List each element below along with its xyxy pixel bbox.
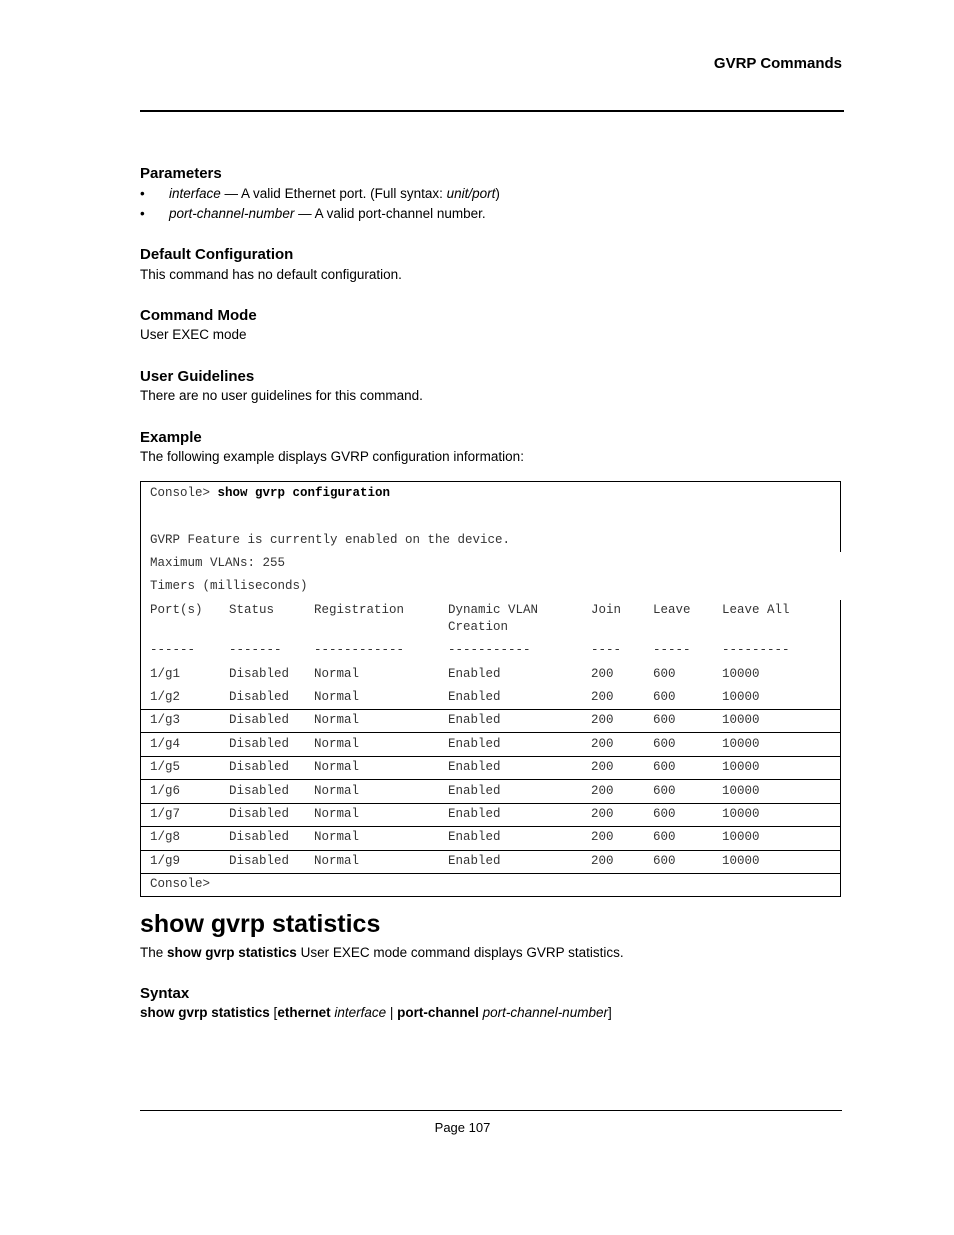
default-config-text: This command has no default configuration. (140, 267, 402, 282)
table-cell: Normal (314, 830, 360, 844)
table-cell: 1/g5 (150, 760, 181, 774)
example-heading: Example (140, 429, 202, 446)
column-header: Port(s) (150, 603, 203, 617)
column-header: Join (591, 603, 622, 617)
column-divider: ------------ (314, 643, 405, 657)
table-cell: Enabled (448, 737, 501, 751)
table-cell: 1/g8 (150, 830, 181, 844)
default-config-heading: Default Configuration (140, 246, 294, 263)
console-end-prompt: Console> (150, 877, 211, 891)
table-cell: 10000 (722, 667, 760, 681)
table-cell: Disabled (229, 713, 290, 727)
column-header: Leave (653, 603, 691, 617)
table-cell: Enabled (448, 667, 501, 681)
console-line: Maximum VLANs: 255 (150, 556, 286, 570)
table-cell: 10000 (722, 713, 760, 727)
table-cell: Enabled (448, 760, 501, 774)
table-cell: 200 (591, 690, 614, 704)
parameters-heading: Parameters (140, 165, 222, 182)
table-row-rule (141, 826, 840, 827)
page-header-title: GVRP Commands (713, 55, 842, 72)
column-divider: ------ (150, 643, 196, 657)
column-header: Leave All (722, 603, 790, 617)
parameter-bullet: • interface — A valid Ethernet port. (Full syntax: unit/port) (140, 186, 500, 201)
table-cell: 1/g1 (150, 667, 181, 681)
table-cell: 10000 (722, 830, 760, 844)
table-cell: 10000 (722, 784, 760, 798)
column-divider: ------- (229, 643, 282, 657)
table-cell: 10000 (722, 854, 760, 868)
column-divider: --------- (722, 643, 790, 657)
table-cell: Disabled (229, 667, 290, 681)
table-cell: Normal (314, 854, 360, 868)
table-cell: 1/g3 (150, 713, 181, 727)
console-line: GVRP Feature is currently enabled on the device. (150, 533, 511, 547)
table-cell: 10000 (722, 690, 760, 704)
table-row-rule (141, 709, 840, 710)
bullet-dot: • (140, 186, 145, 201)
column-header-sub: Creation (448, 620, 509, 634)
command-mode-text: User EXEC mode (140, 327, 247, 342)
column-divider: ----------- (448, 643, 531, 657)
table-cell: 600 (653, 784, 676, 798)
table-cell: 1/g7 (150, 807, 181, 821)
column-header: Registration (314, 603, 405, 617)
table-cell: 200 (591, 807, 614, 821)
table-cell: 10000 (722, 760, 760, 774)
table-cell: Enabled (448, 807, 501, 821)
border-gap (838, 552, 841, 600)
table-cell: 200 (591, 784, 614, 798)
table-cell: Enabled (448, 830, 501, 844)
table-cell: 200 (591, 667, 614, 681)
table-row-rule (141, 850, 840, 851)
table-cell: Normal (314, 807, 360, 821)
syntax-line: show gvrp statistics [ethernet interface | port-channel port-channel-number] (140, 1005, 612, 1020)
table-cell: Disabled (229, 690, 290, 704)
table-row-rule (141, 756, 840, 757)
footer-rule (140, 1110, 842, 1111)
table-row-rule (141, 803, 840, 804)
table-cell: Disabled (229, 784, 290, 798)
table-cell: 1/g4 (150, 737, 181, 751)
table-cell: 600 (653, 737, 676, 751)
table-cell: 600 (653, 667, 676, 681)
table-row-rule (141, 779, 840, 780)
table-cell: Disabled (229, 854, 290, 868)
page-number: Page 107 (434, 1120, 491, 1135)
table-cell: 200 (591, 854, 614, 868)
column-header: Dynamic VLAN (448, 603, 539, 617)
example-text: The following example displays GVRP configuration information: (140, 449, 524, 464)
table-cell: Disabled (229, 760, 290, 774)
column-divider: ---- (591, 643, 622, 657)
table-cell: 10000 (722, 737, 760, 751)
table-cell: 200 (591, 713, 614, 727)
table-cell: Normal (314, 784, 360, 798)
column-divider: ----- (653, 643, 691, 657)
table-cell: 600 (653, 830, 676, 844)
table-cell: Enabled (448, 784, 501, 798)
console-command-line: Console> show gvrp configuration (150, 486, 391, 500)
table-cell: 600 (653, 760, 676, 774)
console-output-box (140, 481, 841, 897)
table-row-rule (141, 732, 840, 733)
user-guidelines-heading: User Guidelines (140, 368, 255, 385)
table-cell: 600 (653, 713, 676, 727)
command-mode-heading: Command Mode (140, 307, 257, 324)
table-cell: 200 (591, 737, 614, 751)
table-cell: 1/g2 (150, 690, 181, 704)
section-intro: The show gvrp statistics User EXEC mode command displays GVRP statistics. (140, 945, 624, 960)
bullet-dot: • (140, 206, 145, 221)
table-cell: 200 (591, 760, 614, 774)
table-cell: Normal (314, 667, 360, 681)
table-row-rule (141, 873, 840, 874)
parameter-bullet: • port-channel-number — A valid port-channel number. (140, 206, 486, 221)
table-cell: 1/g6 (150, 784, 181, 798)
syntax-heading: Syntax (140, 985, 190, 1002)
table-cell: 10000 (722, 807, 760, 821)
table-cell: 600 (653, 690, 676, 704)
header-rule (140, 110, 844, 112)
table-cell: Normal (314, 713, 360, 727)
table-cell: 1/g9 (150, 854, 181, 868)
table-cell: 600 (653, 854, 676, 868)
user-guidelines-text: There are no user guidelines for this command. (140, 388, 423, 403)
table-cell: 200 (591, 830, 614, 844)
column-header: Status (229, 603, 275, 617)
table-cell: Enabled (448, 854, 501, 868)
table-cell: Disabled (229, 807, 290, 821)
console-line: Timers (milliseconds) (150, 579, 308, 593)
table-cell: Disabled (229, 830, 290, 844)
table-cell: Normal (314, 690, 360, 704)
table-cell: Enabled (448, 690, 501, 704)
table-cell: Enabled (448, 713, 501, 727)
table-cell: Disabled (229, 737, 290, 751)
section-title: show gvrp statistics (140, 910, 381, 938)
table-cell: 600 (653, 807, 676, 821)
table-cell: Normal (314, 737, 360, 751)
table-cell: Normal (314, 760, 360, 774)
